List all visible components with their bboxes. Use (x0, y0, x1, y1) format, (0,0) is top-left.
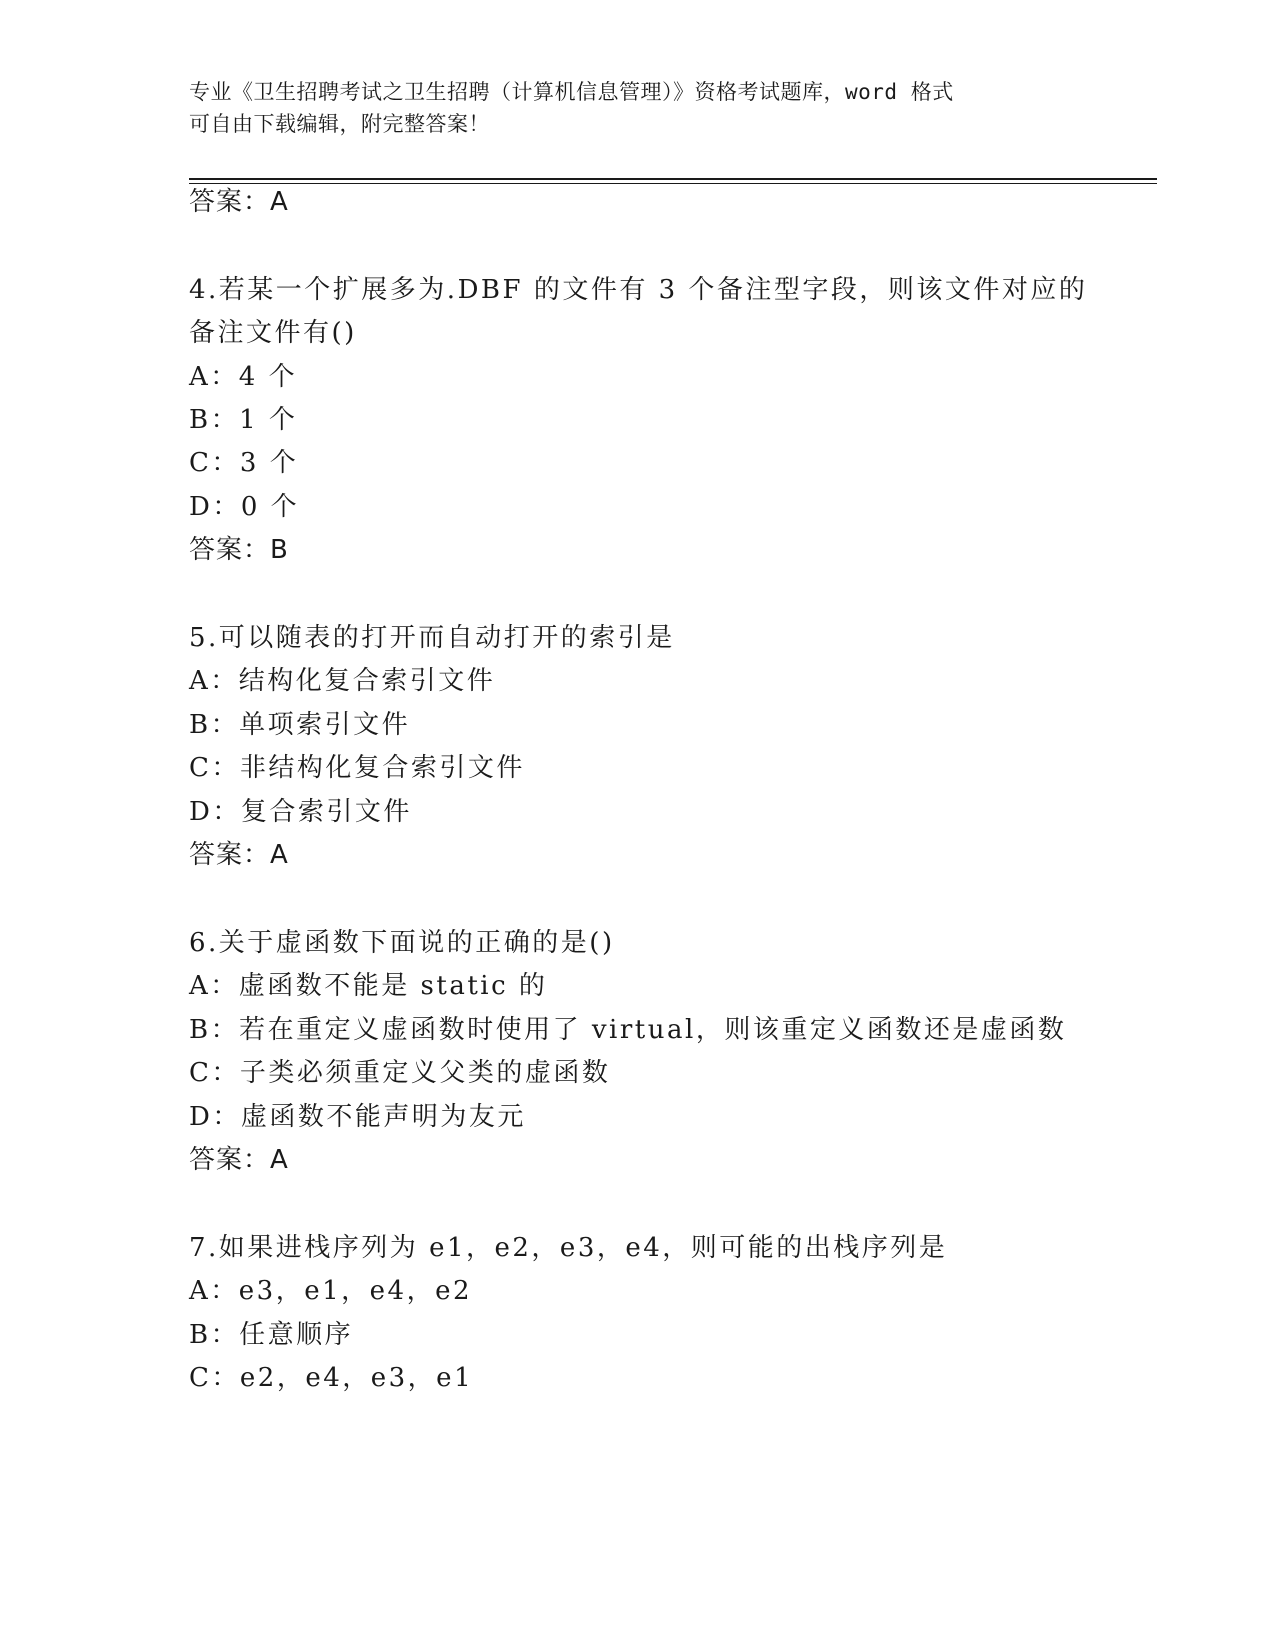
question-7-option-a: A：e3，e1，e4，e2 (189, 1276, 472, 1306)
header-divider-thin (189, 183, 1157, 184)
question-7-option-c: C：e2，e4，e3，e1 (189, 1363, 474, 1393)
question-5-option-b: B：单项索引文件 (189, 710, 411, 740)
header-divider-thick (189, 178, 1157, 180)
question-4-stem-line-2: 备注文件有() (189, 318, 357, 348)
document-header (189, 76, 1069, 140)
question-5-option-a: A：结构化复合索引文件 (189, 666, 496, 696)
question-7-stem: 7.如果进栈序列为 e1，e2，e3，e4，则可能的出栈序列是 (189, 1233, 948, 1263)
question-7-option-b: B：任意顺序 (189, 1320, 354, 1350)
question-6-option-c: C：子类必须重定义父类的虚函数 (189, 1058, 611, 1088)
question-6-option-d: D：虚函数不能声明为友元 (189, 1102, 526, 1132)
question-5-stem: 5.可以随表的打开而自动打开的索引是 (189, 623, 675, 653)
question-6-stem: 6.关于虚函数下面说的正确的是() (189, 928, 615, 958)
question-5-answer: 答案：A (189, 840, 289, 870)
question-4-answer: 答案：B (189, 535, 289, 565)
previous-answer: 答案：A (189, 187, 289, 217)
header-line-2: 可自由下载编辑，附完整答案！ (189, 112, 490, 136)
question-5-option-d: D：复合索引文件 (189, 797, 412, 827)
header-line-1: 专业《卫生招聘考试之卫生招聘（计算机信息管理）》资格考试题库，word 格式 (189, 80, 954, 104)
question-4-stem-line-1: 4.若某一个扩展多为.DBF 的文件有 3 个备注型字段，则该文件对应的 (189, 275, 1088, 305)
question-5-option-c: C：非结构化复合索引文件 (189, 753, 525, 783)
question-4-option-c: C：3 个 (189, 448, 299, 478)
question-4-option-a: A：4 个 (189, 362, 298, 392)
question-4-option-d: D：0 个 (189, 492, 300, 522)
question-4-option-b: B：1 个 (189, 405, 298, 435)
question-6-option-a: A：虚函数不能是 static 的 (189, 971, 548, 1001)
question-6-answer: 答案：A (189, 1145, 289, 1175)
question-6-option-b: B：若在重定义虚函数时使用了 virtual，则该重定义函数还是虚函数 (189, 1015, 1067, 1045)
